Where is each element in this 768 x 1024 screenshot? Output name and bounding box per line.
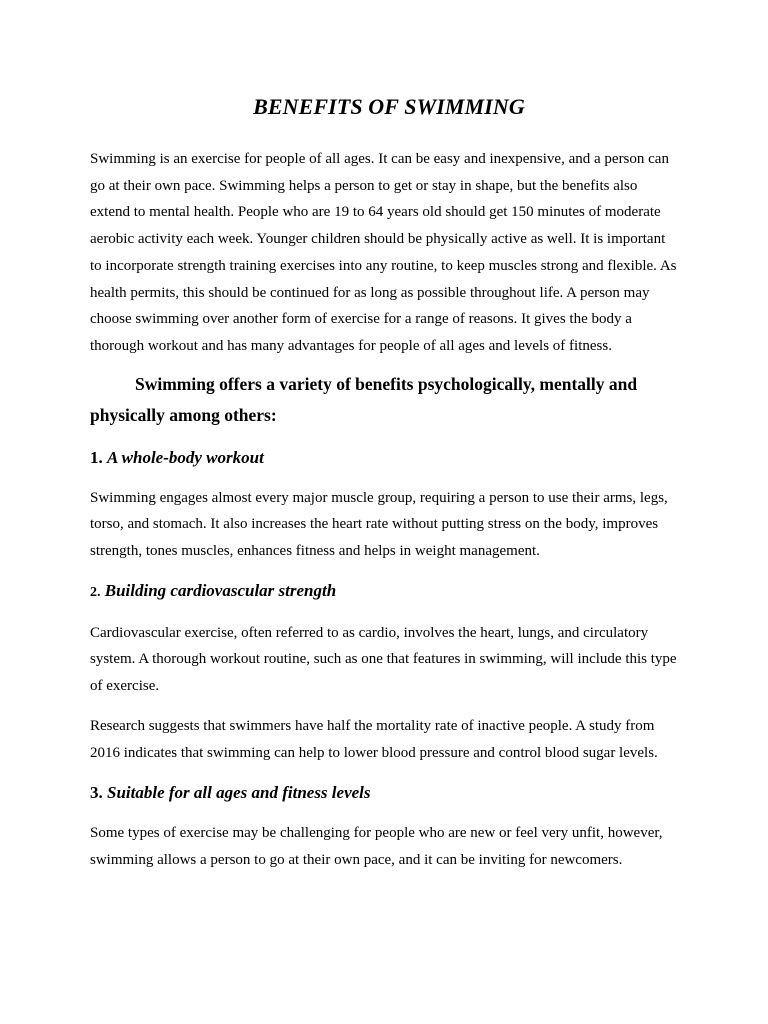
section-heading-2 (90, 579, 680, 605)
section-number: 1. (90, 447, 103, 467)
section-title: Suitable for all ages and fitness levels (107, 783, 371, 803)
section-1-paragraph-1: Swimming engages almost every major muscle group, requiring a person to use their arms, legs, torso, and stomach. It also increases the heart rate without putting stress on the body, improves strength, tones muscles, enhances fitness and helps in weight management. (90, 489, 668, 560)
intro-paragraph: Swimming is an exercise for people of all ages. It can be easy and inexpensive, and a person can go at their own pace. Swimming helps a person to get or stay in shape, but the benefits also extend to mental health. People who are 19 to 64 years old should get 150 minutes of moderate aerobic activity each week. Younger children should be physically active as well. It is important to incorporate strength training exercises into any routine, to keep muscles strong and flexible. As health permits, this should be continued for as long as possible throughout life. A person may choose swimming over another form of exercise for a range of reasons. It gives the body a thorough workout and has many advantages for people of all ages and levels of fitness. (90, 151, 677, 354)
document-title: BENEFITS OF SWIMMING (253, 94, 525, 119)
section-heading-3 (90, 781, 680, 805)
section-2-paragraph-1: Cardiovascular exercise, often referred to as cardio, involves the heart, lungs, and circulatory system. A thorough workout routine, such as one that features in swimming, will include this type of exercise. (90, 624, 677, 695)
section-number: 3. (90, 783, 103, 803)
section-2-paragraph-2: Research suggests that swimmers have half the mortality rate of inactive people. A study from 2016 indicates that swimming can help to lower blood pressure and control blood sugar levels. (90, 717, 658, 761)
section-heading-1 (90, 446, 680, 470)
section-3-paragraph-1: Some types of exercise may be challenging for people who are new or feel very unfit, however, swimming allows a person to go at their own pace, and it can be inviting for newcomers. (90, 825, 663, 868)
lead-statement: Swimming offers a variety of benefits psychologically, mentally and physically among others: (90, 373, 638, 425)
section-number: 2. (90, 584, 101, 600)
section-title: Building cardiovascular strength (104, 580, 337, 600)
document-body (90, 92, 680, 874)
section-title: A whole-body workout (107, 447, 264, 467)
